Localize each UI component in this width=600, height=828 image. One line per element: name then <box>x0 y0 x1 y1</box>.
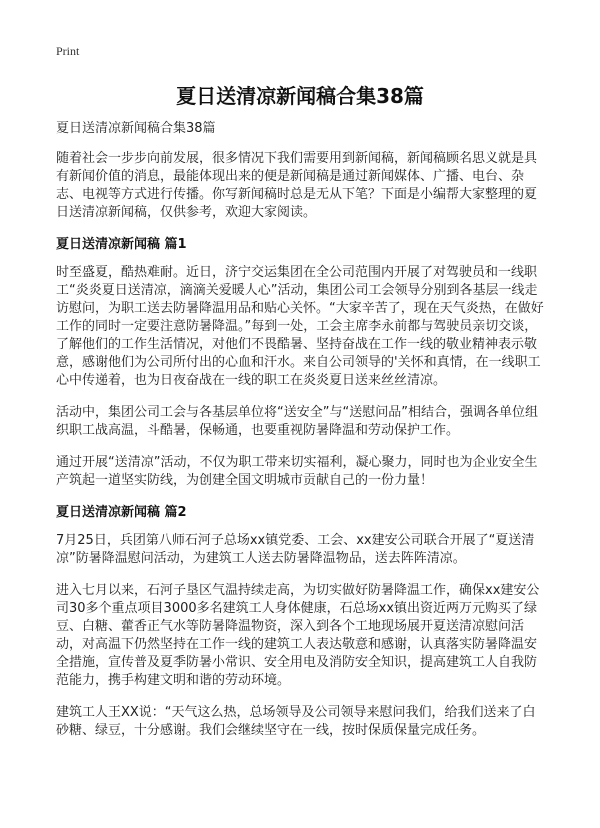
section-2-paragraph-3: 建筑工人王XX说：“天气这么热，总场领导及公司领导来慰问我们，给我们送来了白砂糖、绿豆，十分感谢。我们会继续坚守在一线，按时保质保量完成任务。 <box>56 705 536 738</box>
section-2-paragraph-1: 7月25日，兵团第八师石河子总场xx镇党委、工会、xx建安公司联合开展了“夏送清凉”防暑降温慰问活动，为建筑工人送去防暑降温物品，送去阵阵清凉。 <box>56 533 535 566</box>
section-2-paragraph-2: 进入七月以来，石河子垦区气温持续走高，为切实做好防暑降温工作，确保xx建安公司30多个重点项目3000多名建筑工人身体健康，石总场xx镇出资近两万元购买了绿豆、白糖、藿香正气水等防暑降温物资，深入到各个工地现场展开夏送清凉慰问活动，对高温下仍然坚持在工作一线的建筑工人表达敬意和感谢，认真落实防暑降温安全措施，宣传普及夏季防暑小常识、安全用电及消防安全知识，提高建筑工人自我防范能力，携手构建文明和谐的劳动环境。 <box>56 583 540 688</box>
page-title: 夏日送清凉新闻稿合集38篇 <box>176 84 424 108</box>
section-1-paragraph-1: 时至盛夏，酷热难耐。近日，济宁交运集团在全公司范围内开展了对驾驶员和一线职工“炎炎夏日送清凉，滴滴关爱暖人心”活动，集团公司工会领导分别到各基层一线走访慰问，为职工送去防暑降温用品和贴心关怀。“大家辛苦了，现在天气炎热，在做好工作的同时一定要注意防暑降温。”每到一处，工会主席李永前都与驾驶员亲切交谈，了解他们的工作生活情况，对他们不畏酷暑、坚持奋战在工作一线的敬业精神表示敬意，感谢他们为公司所付出的心血和汗水。来自公司领导的'关怀和真情，在一线职工心中传递着，也为日夜奋战在一线的职工在炎炎夏日送来丝丝清凉。 <box>56 265 544 388</box>
section-1-paragraph-2: 活动中，集团公司工会与各基层单位将“送安全”与“送慰问品”相结合，强调各单位组织职工战高温，斗酷暑，保畅通，也要重视防暑降温和劳动保护工作。 <box>56 405 538 438</box>
section-heading-1: 夏日送清凉新闻稿 篇1 <box>56 237 187 252</box>
section-heading-2: 夏日送清凉新闻稿 篇2 <box>56 505 187 520</box>
article-subtitle: 夏日送清凉新闻稿合集38篇 <box>56 121 216 136</box>
section-1-paragraph-3: 通过开展“送清凉”活动，不仅为职工带来切实福利，凝心聚力，同时也为企业安全生产筑起一道坚实防线，为创建全国文明城市贡献自己的一份力量！ <box>56 455 538 488</box>
intro-paragraph: 随着社会一步步向前发展，很多情况下我们需要用到新闻稿，新闻稿顾名思义就是具有新闻价值的消息，最能体现出来的便是新闻稿是通过新闻媒体、广播、电台、杂志、电视等方式进行传播。你写新闻稿时总是无从下笔？下面是小编帮大家整理的夏日送清凉新闻稿，仅供参考，欢迎大家阅读。 <box>56 151 538 220</box>
print-link[interactable]: Print <box>56 44 80 58</box>
article-body <box>56 120 546 754</box>
